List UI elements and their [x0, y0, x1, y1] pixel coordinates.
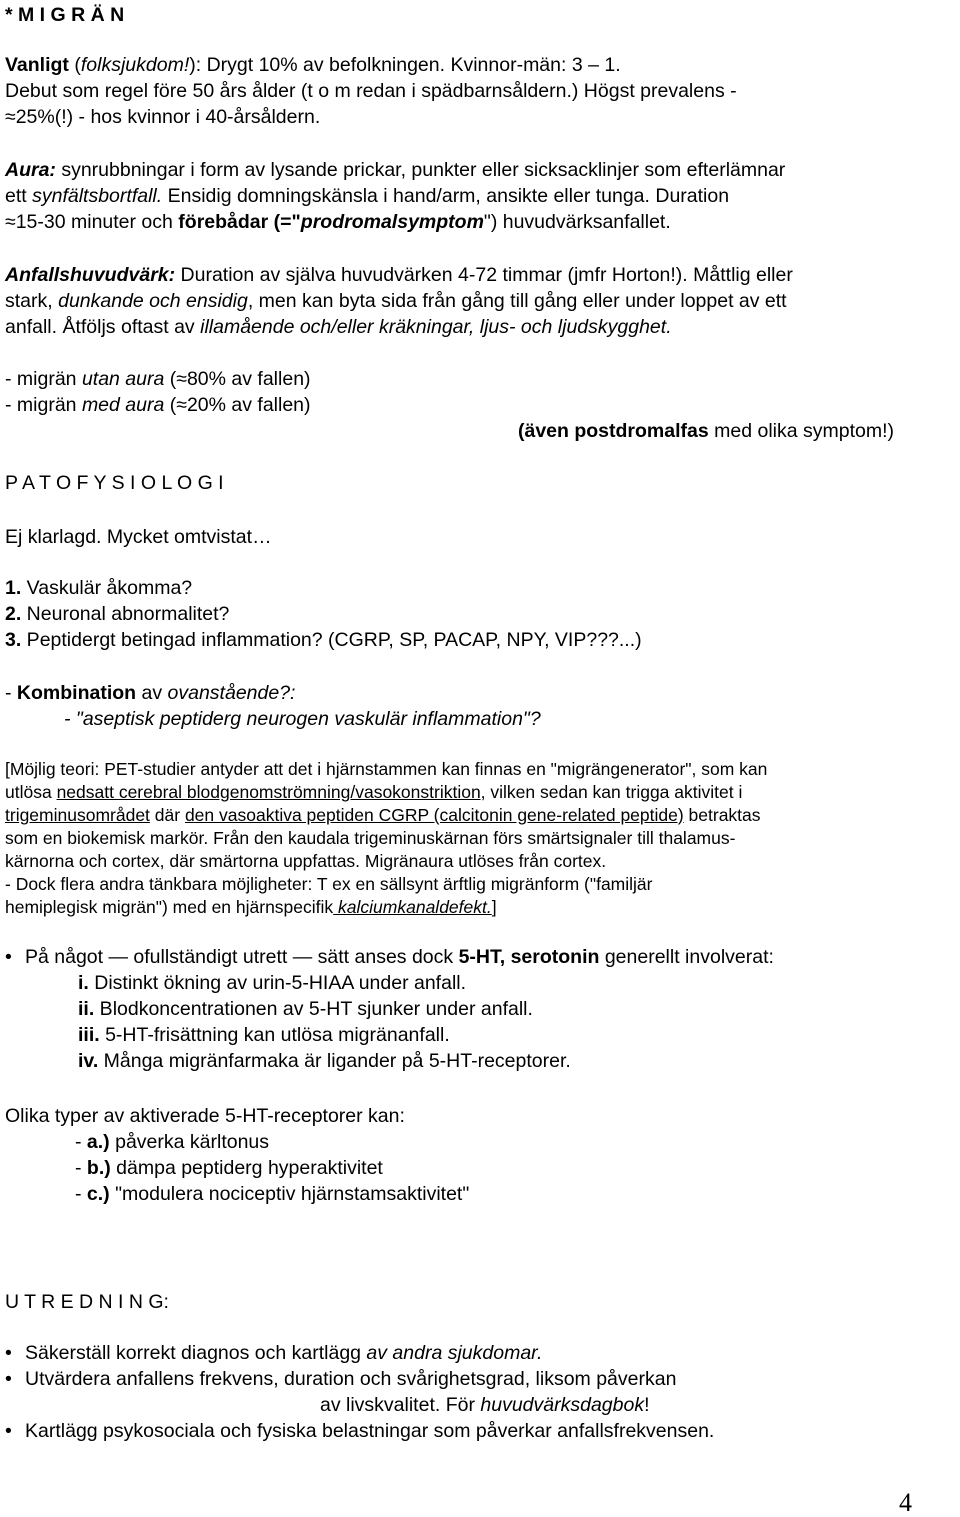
text-line: hemiplegisk migrän") med en hjärnspecifik kalciumkanaldefekt.]: [5, 897, 497, 917]
list-item: ii. Blodkoncentrationen av 5-HT sjunker under anfall.: [78, 998, 533, 1020]
text-line: (även postdromalfas med olika symptom!): [518, 420, 895, 442]
text-line: trigeminusområdet där den vasoaktiva peptiden CGRP (calcitonin gene-related peptide) betraktas: [5, 805, 761, 825]
text-line: Anfallshuvudvärk: Duration av själva huvudvärken 4-72 timmar (jmfr Horton!). Måttlig eller: [5, 264, 793, 286]
text-line: ≈25%(!) - hos kvinnor i 40-årsåldern.: [5, 106, 321, 128]
text-line: - Dock flera andra tänkbara möjligheter: T ex en sällsynt ärftlig migränform ("familjär: [5, 874, 653, 894]
text-line: av livskvalitet. För huvudvärksdagbok!: [320, 1394, 650, 1416]
text-line: anfall. Åtföljs oftast av illamående och/eller kräkningar, ljus- och ljudskygghet.: [5, 316, 672, 338]
heading-patofysiologi: P A T O F Y S I O L O G I: [5, 472, 224, 494]
text-line: - Kombination av ovanstående?:: [5, 682, 296, 704]
text-line: Ej klarlagd. Mycket omtvistat…: [5, 526, 272, 548]
text-line: - migrän utan aura (≈80% av fallen): [5, 368, 311, 390]
list-item: - c.) "modulera nociceptiv hjärnstamsaktivitet": [75, 1183, 470, 1205]
text-line: ≈15-30 minuter och förebådar (="prodromalsymptom") huvudvärksanfallet.: [5, 211, 671, 233]
text-line: Olika typer av aktiverade 5-HT-receptorer kan:: [5, 1105, 405, 1127]
bullet-icon: •: [5, 1342, 12, 1364]
list-item: iv. Många migränfarmaka är ligander på 5-HT-receptorer.: [78, 1050, 571, 1072]
text-line: Vanligt (folksjukdom!): Drygt 10% av befolkningen. Kvinnor-män: 3 – 1.: [5, 54, 621, 76]
text-line: Aura: synrubbningar i form av lysande prickar, punkter eller sicksacklinjer som efterlämnar: [5, 159, 786, 181]
heading-migran: * M I G R Ä N: [5, 4, 125, 26]
list-item: 2. Neuronal abnormalitet?: [5, 603, 230, 625]
heading-utredning: U T R E D N I N G:: [5, 1291, 169, 1313]
text-line: [Möjlig teori: PET-studier antyder att det i hjärnstammen kan finnas en "migrängenerator", som kan: [5, 759, 768, 779]
bullet-item: • Säkerställ korrekt diagnos och kartlägg av andra sjukdomar.: [5, 1340, 542, 1367]
bullet-item: • Kartlägg psykosociala och fysiska belastningar som påverkar anfallsfrekvensen.: [5, 1418, 714, 1445]
list-item: 3. Peptidergt betingad inflammation? (CGRP, SP, PACAP, NPY, VIP???...): [5, 629, 642, 651]
text-line: - migrän med aura (≈20% av fallen): [5, 394, 311, 416]
text-line: ett synfältsbortfall. Ensidig domningskänsla i hand/arm, ansikte eller tunga. Duration: [5, 185, 730, 207]
list-item: - b.) dämpa peptiderg hyperaktivitet: [75, 1157, 383, 1179]
bullet-icon: •: [5, 1368, 12, 1390]
bullet-item: • Utvärdera anfallens frekvens, duration och svårighetsgrad, liksom påverkan: [5, 1366, 676, 1393]
text-line: - "aseptisk peptiderg neurogen vaskulär inflammation"?: [64, 708, 541, 730]
page-number: 4: [899, 1488, 912, 1517]
bullet-icon: •: [5, 946, 12, 968]
bullet-icon: •: [5, 1420, 12, 1442]
list-item: iii. 5-HT-frisättning kan utlösa migränanfall.: [78, 1024, 450, 1046]
list-item: 1. Vaskulär åkomma?: [5, 577, 193, 599]
text-line: som en biokemisk markör. Från den kaudala trigeminuskärnan förs smärtsignaler till thalamus-: [5, 828, 736, 848]
text-line: utlösa nedsatt cerebral blodgenomströmning/vasokonstriktion, vilken sedan kan trigga aktivitet i: [5, 782, 743, 802]
bullet-item: • På något — ofullständigt utrett — sätt anses dock 5-HT, serotonin generellt involverat:: [5, 944, 774, 971]
text-line: kärnorna och cortex, där smärtorna uppfattas. Migränaura utlöses från cortex.: [5, 851, 607, 871]
list-item: - a.) påverka kärltonus: [75, 1131, 270, 1153]
text-line: stark, dunkande och ensidig, men kan byta sida från gång till gång eller under loppet av ett: [5, 290, 787, 312]
list-item: i. Distinkt ökning av urin-5-HIAA under anfall.: [78, 972, 467, 994]
text-line: Debut som regel före 50 års ålder (t o m redan i spädbarnsåldern.) Högst prevalens -: [5, 80, 737, 102]
